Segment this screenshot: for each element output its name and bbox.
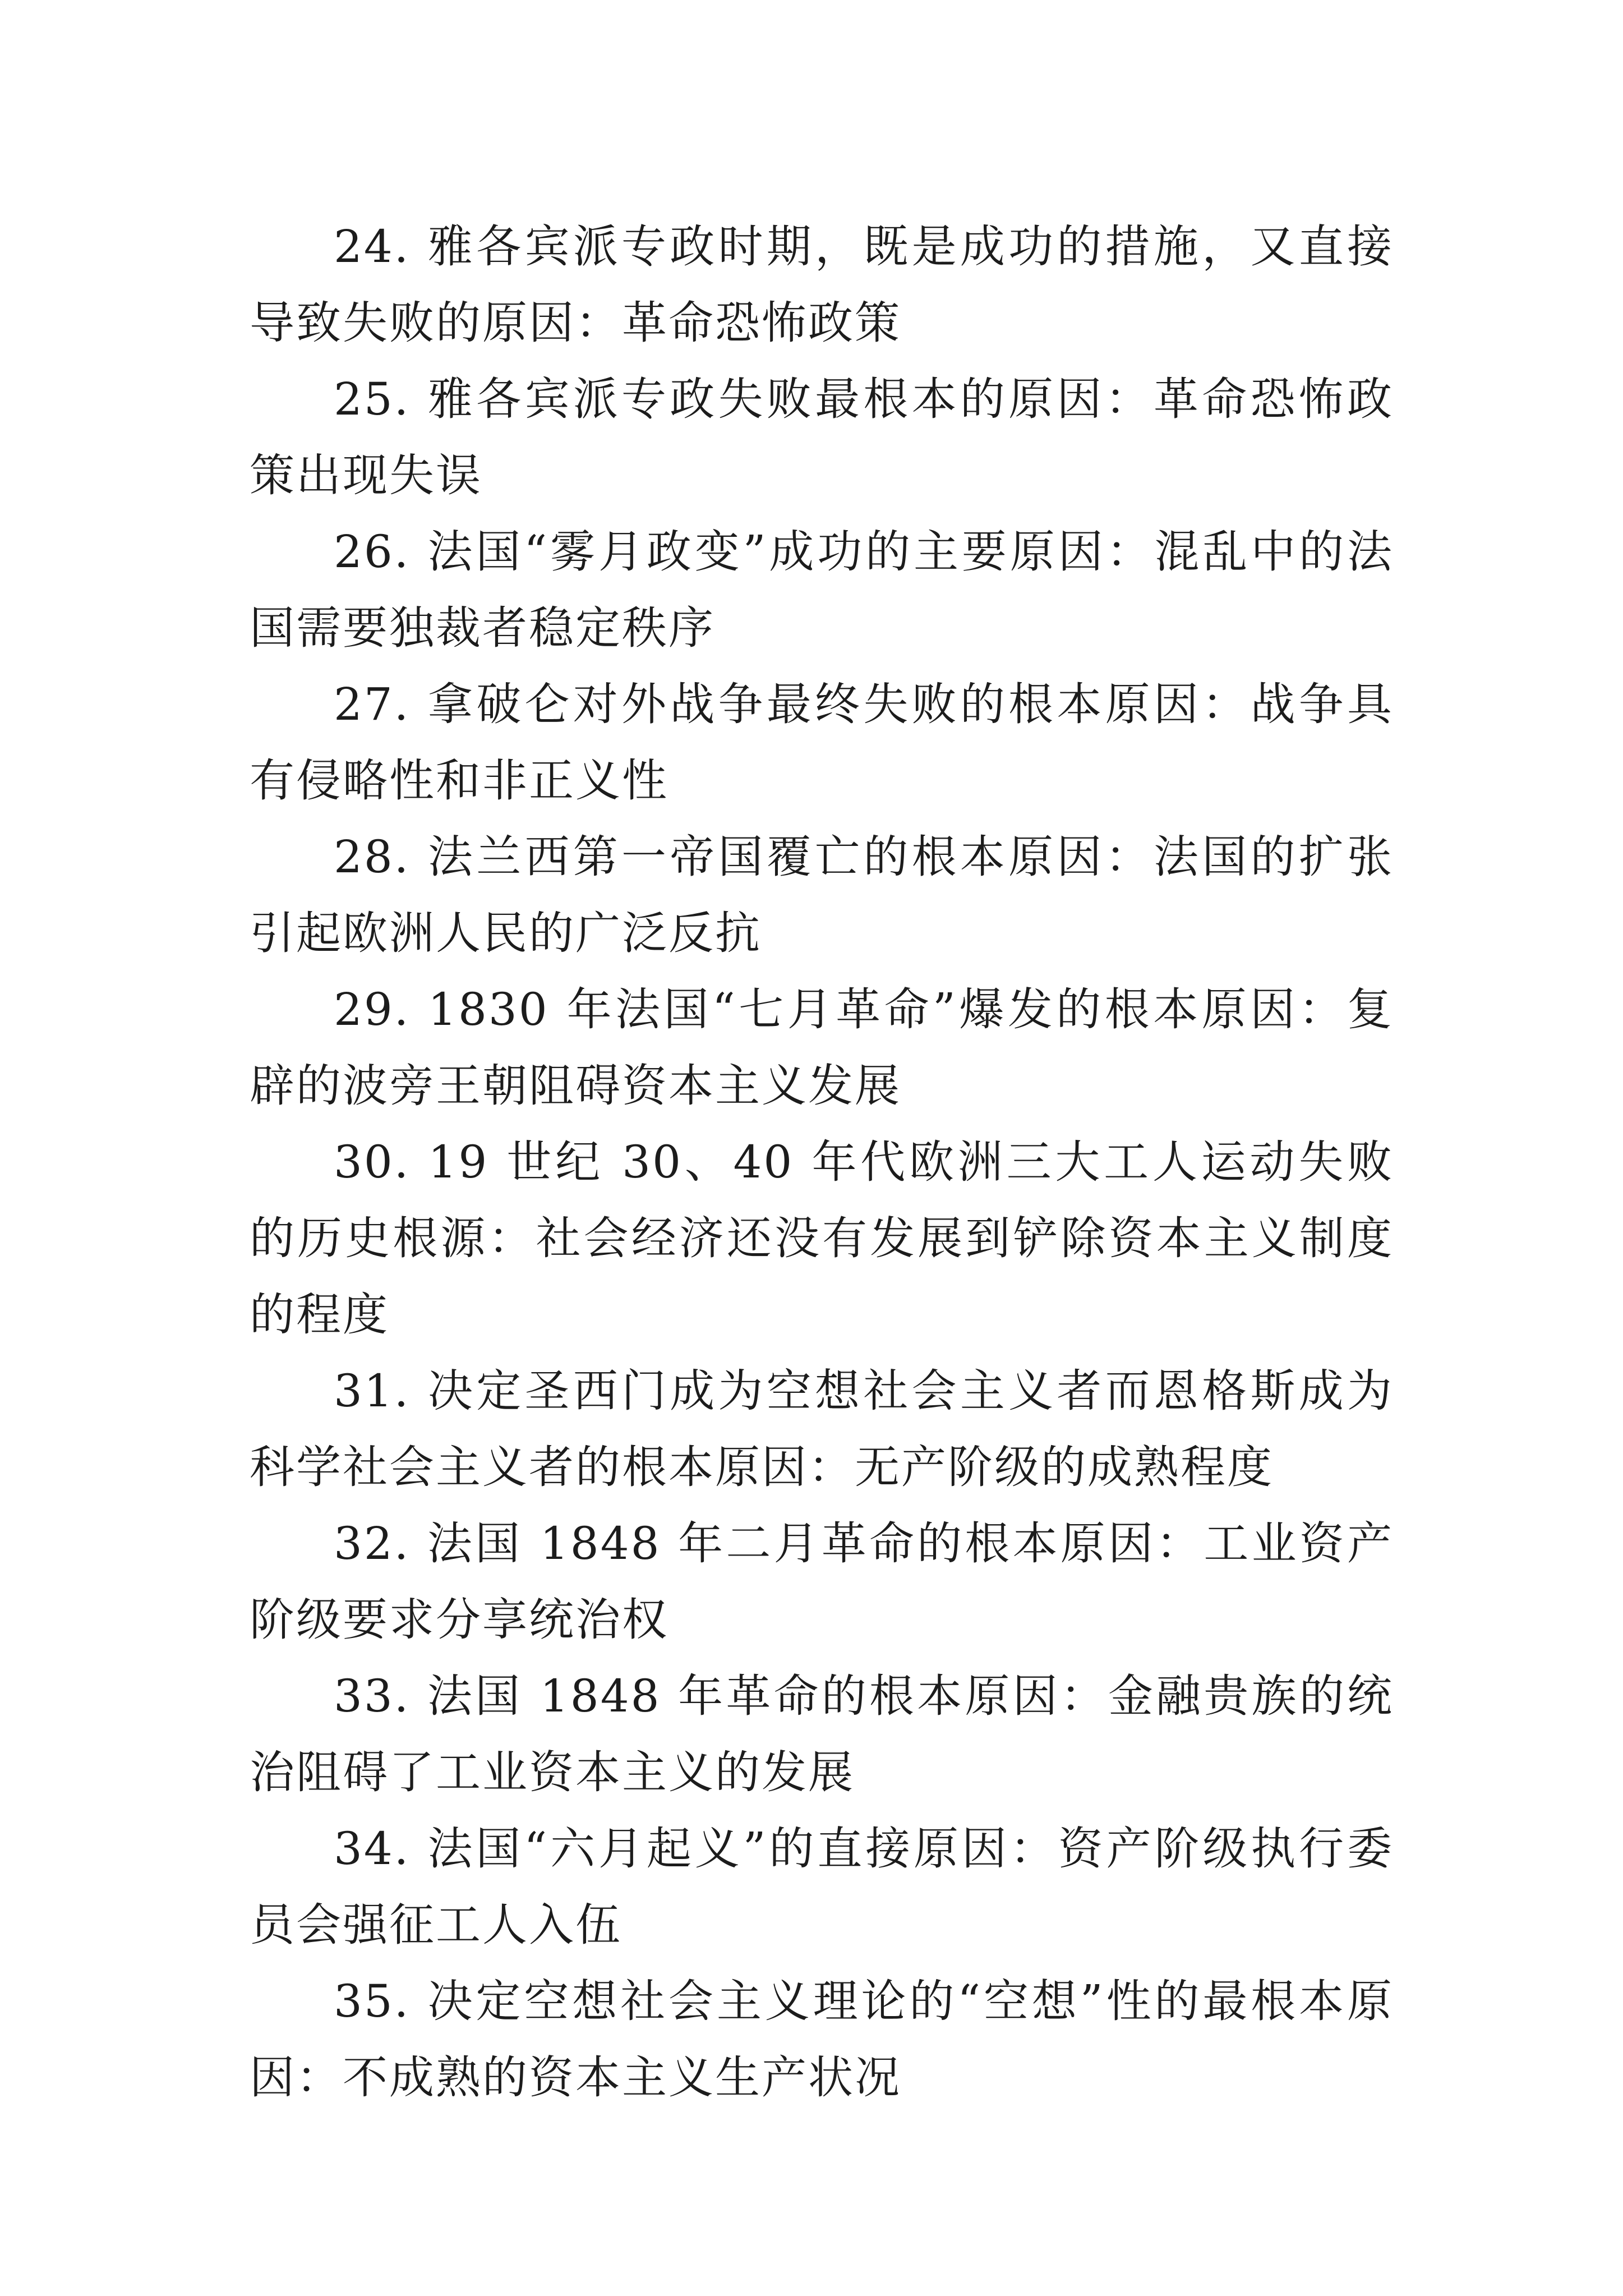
document-body: [250, 209, 1394, 2116]
list-item: 29. 1830 年法国“七月革命”爆发的根本原因：复辟的波旁王朝阻碍资本主义发展: [250, 983, 1394, 1112]
list-item: 27. 拿破仑对外战争最终失败的根本原因：战争具有侵略性和非正义性: [250, 678, 1394, 807]
list-item: 30. 19 世纪 30、40 年代欧洲三大工人运动失败的历史根源：社会经济还没有发展到铲除资本主义制度的程度: [250, 1136, 1394, 1341]
list-item: 34. 法国“六月起义”的直接原因：资产阶级执行委员会强征工人入伍: [250, 1823, 1394, 1951]
list-item: 32. 法国 1848 年二月革命的根本原因：工业资产阶级要求分享统治权: [250, 1517, 1394, 1646]
list-item: 31. 决定圣西门成为空想社会主义者而恩格斯成为科学社会主义者的根本原因：无产阶级的成熟程度: [250, 1365, 1394, 1493]
list-item: 33. 法国 1848 年革命的根本原因：金融贵族的统治阻碍了工业资本主义的发展: [250, 1670, 1394, 1798]
list-item: 24. 雅各宾派专政时期，既是成功的措施，又直接导致失败的原因：革命恐怖政策: [250, 220, 1394, 349]
list-item: 35. 决定空想社会主义理论的“空想”性的最根本原因：不成熟的资本主义生产状况: [250, 1975, 1394, 2104]
list-item: 26. 法国“雾月政变”成功的主要原因：混乱中的法国需要独裁者稳定秩序: [250, 526, 1394, 654]
list-item: 28. 法兰西第一帝国覆亡的根本原因：法国的扩张引起欧洲人民的广泛反抗: [250, 831, 1394, 959]
list-item: 25. 雅各宾派专政失败最根本的原因：革命恐怖政策出现失误: [250, 373, 1394, 501]
